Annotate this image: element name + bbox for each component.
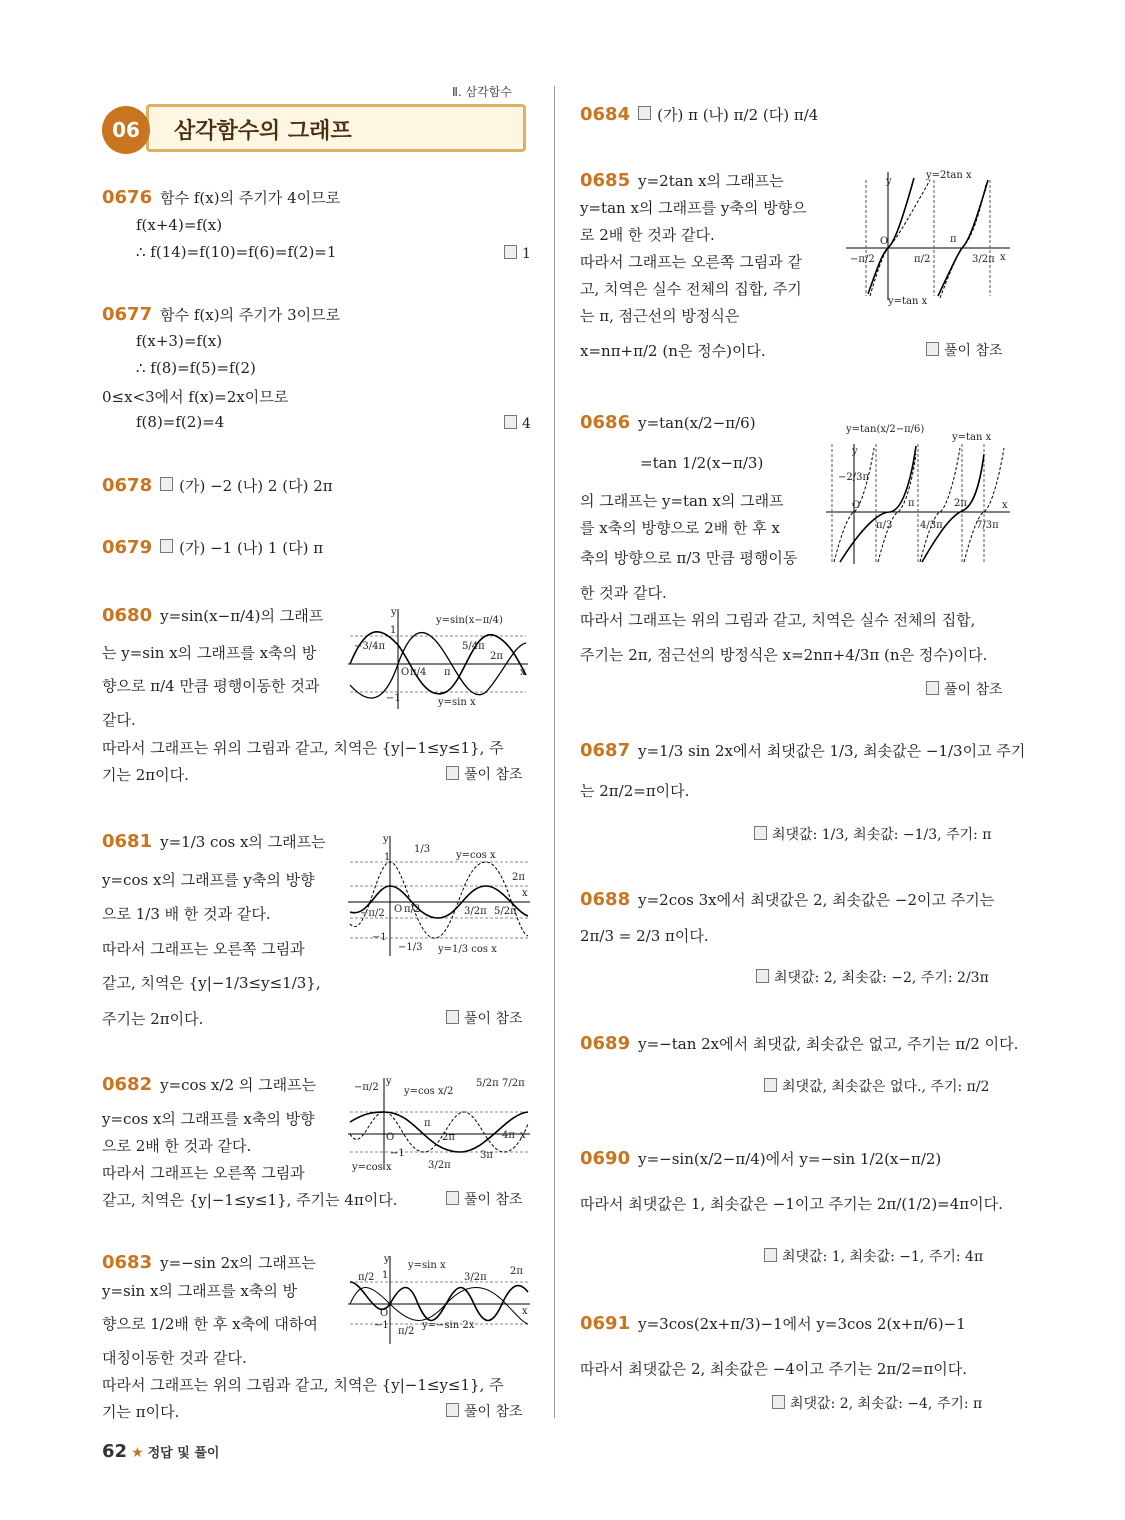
text: 따라서 최댓값은 2, 최솟값은 −4이고 주기는 2π/2=π이다. [580, 1360, 968, 1378]
text: x=nπ+π/2 (n은 정수)이다. [580, 342, 766, 360]
text: 함수 f(x)의 주기가 3이므로 [160, 306, 341, 324]
answer-icon [504, 245, 517, 259]
problem-number: 0683 [102, 1252, 153, 1273]
tick-label: 5/4π [462, 641, 485, 652]
text: y=tan x의 그래프를 y축의 방향으 [580, 199, 807, 217]
problem-number: 0688 [580, 889, 631, 910]
tick-label: x [520, 667, 526, 678]
problem-0679 [102, 537, 323, 558]
curve-label: y=sin x [438, 697, 476, 708]
text: y=tan(x/2−π/6) [638, 414, 756, 432]
curve-label: y=cos x [456, 850, 496, 861]
section-header: Ⅱ. 삼각함수 [452, 85, 512, 99]
chapter-title: 삼각함수의 그래프 [174, 119, 352, 144]
tick-label: −1 [390, 1148, 405, 1159]
tick-label: 3/2π [428, 1160, 451, 1171]
tick-label: −π/2 [850, 254, 875, 265]
problem-number: 0682 [102, 1074, 153, 1095]
tick-label: 2π [510, 1266, 523, 1277]
tick-label: π [950, 234, 957, 245]
chapter-banner [102, 104, 530, 156]
text: 으로 2배 한 것과 같다. [102, 1137, 252, 1155]
text: y=cos x/2 의 그래프는 [160, 1076, 317, 1094]
text: y=cos x의 그래프를 x축의 방향 [102, 1110, 315, 1128]
curve-label: y=sin(x−π/4) [436, 615, 503, 626]
answer: 풀이 참조 [446, 764, 523, 784]
curve-label: y=cos x/2 [404, 1086, 454, 1097]
text: y=cos x의 그래프를 y축의 방향 [102, 871, 315, 889]
curve-label: y=cos x [352, 1162, 392, 1173]
problem-0684 [580, 104, 818, 125]
text: y=−sin(x/2−π/4)에서 y=−sin 1/2(x−π/2) [638, 1150, 942, 1168]
text: 주기는 2π, 점근선의 방정식은 x=2nπ+4/3π (n은 정수)이다. [580, 646, 988, 664]
tick-label: x [522, 1306, 528, 1317]
tick-label: y [391, 607, 397, 618]
text: y=1/3 sin 2x에서 최댓값은 1/3, 최솟값은 −1/3이고 주기 [638, 742, 1026, 760]
text: 는 2π/2=π이다. [580, 782, 690, 800]
text: 는 π, 점근선의 방정식은 [580, 307, 740, 325]
tick-label: 5/2π [476, 1078, 499, 1089]
curve-label: y=1/3 cos x [438, 944, 497, 955]
tick-label: 1 [390, 625, 397, 636]
curve-label: y=tan x [888, 296, 928, 306]
tick-label: π/2 [914, 254, 931, 265]
tick-label: x [520, 1130, 526, 1141]
answer-icon [638, 106, 651, 120]
tick-label: −1 [386, 693, 401, 704]
tick-label: x [1002, 500, 1008, 511]
answer-icon [764, 1248, 777, 1262]
tick-label: π/3 [876, 520, 893, 531]
tick-label: 1 [384, 852, 391, 863]
answer: 최댓값, 최솟값은 없다., 주기: π/2 [764, 1076, 989, 1096]
text: 같고, 치역은 {y|−1≤y≤1}, 주기는 4π이다. [102, 1191, 398, 1209]
tick-label: 3π [480, 1150, 493, 1161]
graph-0682 [346, 1074, 532, 1174]
problem-number: 0681 [102, 831, 153, 852]
text: 로 2배 한 것과 같다. [580, 226, 715, 244]
problem-number: 0691 [580, 1313, 631, 1334]
text: 향으로 π/4 만큼 평행이동한 것과 [102, 677, 320, 695]
tick-label: π [908, 498, 915, 509]
problem-number: 0689 [580, 1033, 631, 1054]
graph-0686 [824, 414, 1014, 568]
problem-number: 0679 [102, 537, 153, 558]
text: 고, 치역은 실수 전체의 집합, 주기 [580, 280, 802, 298]
text: y=3cos(2x+π/3)−1에서 y=3cos 2(x+π/6)−1 [638, 1315, 966, 1333]
text: f(x+3)=f(x) [136, 332, 223, 350]
problem-number: 0686 [580, 412, 631, 433]
tick-label: −3/4π [354, 641, 386, 652]
curve-label: y=tan x [952, 432, 992, 443]
graph-0685 [844, 166, 1014, 306]
text: 기는 2π이다. [102, 766, 189, 784]
tick-label: 4/3π [920, 520, 943, 531]
problem-number: 0677 [102, 304, 153, 325]
text: 축의 방향으로 π/3 만큼 평행이동 [580, 549, 798, 567]
answer: 1 [504, 245, 531, 262]
text: (가) π (나) π/2 (다) π/4 [657, 106, 819, 124]
tick-label: −1/3 [398, 942, 423, 953]
text: y=sin x의 그래프를 x축의 방 [102, 1282, 298, 1300]
tick-label: 2π [954, 498, 967, 509]
text: y=2tan x의 그래프는 [638, 172, 784, 190]
curve-label: y=tan(x/2−π/6) [846, 424, 925, 435]
text: 의 그래프는 y=tan x의 그래프 [580, 492, 784, 510]
text: y=1/3 cos x의 그래프는 [160, 833, 326, 851]
answer: 최댓값: 2, 최솟값: −2, 주기: 2/3π [756, 967, 989, 987]
text: f(8)=f(2)=4 [136, 413, 225, 431]
answer-icon [764, 1078, 777, 1092]
problem-number: 0687 [580, 740, 631, 761]
text: f(x+4)=f(x) [136, 216, 223, 234]
page-number: 62 [102, 1441, 128, 1462]
tick-label: π/4 [410, 667, 427, 678]
tick-label: 7/3π [976, 520, 999, 531]
tick-label: −π/2 [360, 908, 385, 919]
text: 따라서 최댓값은 1, 최솟값은 −1이고 주기는 2π/(1/2)=4π이다. [580, 1195, 1003, 1213]
page-footer [102, 1441, 219, 1462]
tick-label: π/2 [358, 1272, 375, 1283]
problem-number: 0680 [102, 605, 153, 626]
answer-icon [446, 1403, 459, 1417]
tick-label: 2π [490, 651, 503, 662]
tick-label: π [444, 667, 451, 678]
tick-label: O [401, 667, 410, 678]
tick-label: −1 [372, 932, 387, 943]
text: 따라서 그래프는 오른쪽 그림과 [102, 940, 305, 958]
problem-number: 0676 [102, 187, 153, 208]
text: y=sin(x−π/4)의 그래프 [160, 607, 324, 625]
curve-tan [870, 180, 930, 296]
text: 따라서 그래프는 위의 그림과 같고, 치역은 실수 전체의 집합, [580, 611, 976, 629]
tick-label: 3/2π [464, 906, 487, 917]
text: 기는 π이다. [102, 1403, 180, 1421]
graph-0680 [346, 605, 532, 711]
tick-label: π/2 [404, 904, 421, 915]
answer: 최댓값: 1, 최솟값: −1, 주기: 4π [764, 1246, 983, 1266]
text: 2π/3 = 2/3 π이다. [580, 927, 709, 945]
tick-label: 1/3 [414, 844, 431, 855]
tick-label: y [852, 446, 858, 457]
curve-label: y=−sin 2x [422, 1320, 475, 1331]
curve-cos [350, 862, 528, 938]
answer-icon [160, 477, 173, 491]
answer-icon [926, 681, 939, 695]
answer-icon [446, 1010, 459, 1024]
text: 따라서 그래프는 오른쪽 그림과 [102, 1164, 305, 1182]
graph-0681 [346, 832, 532, 960]
problem-number: 0690 [580, 1148, 631, 1169]
text: 함수 f(x)의 주기가 4이므로 [160, 189, 341, 207]
tick-label: O [380, 1308, 389, 1319]
chapter-number: 06 [102, 106, 150, 154]
text: ∴ f(14)=f(10)=f(6)=f(2)=1 [136, 243, 337, 261]
text: 를 x축의 방향으로 2배 한 후 x [580, 519, 780, 537]
tick-label: y [383, 834, 389, 845]
answer: 풀이 참조 [926, 679, 1003, 699]
answer-icon [446, 1191, 459, 1205]
tick-label: O [386, 1132, 395, 1143]
tick-label: O [852, 500, 861, 511]
answer: 풀이 참조 [446, 1008, 523, 1028]
column-divider [554, 86, 555, 1418]
text: 같고, 치역은 {y|−1/3≤y≤1/3}, [102, 974, 321, 992]
curve-label: y=sin x [408, 1260, 446, 1271]
text: 대칭이동한 것과 같다. [102, 1349, 247, 1367]
tick-label: 2π [512, 872, 525, 883]
tick-label: y [886, 176, 892, 187]
answer: 풀이 참조 [446, 1401, 523, 1421]
footer-label: 정답 및 풀이 [147, 1446, 220, 1461]
curve-2tan [868, 178, 914, 294]
tick-label: 5/2π [494, 906, 517, 917]
answer-icon [160, 539, 173, 553]
text: 따라서 그래프는 위의 그림과 같고, 치역은 {y|−1≤y≤1}, 주 [102, 739, 504, 757]
tick-label: 3/2π [972, 254, 995, 265]
tick-label: y [384, 1254, 390, 1265]
answer: 풀이 참조 [446, 1189, 523, 1209]
tick-label: O [880, 236, 889, 247]
tick-label: x [1000, 252, 1006, 263]
tick-label: −π/2 [354, 1082, 379, 1093]
graph-0683 [346, 1252, 532, 1346]
text: 향으로 1/2배 한 후 x축에 대하여 [102, 1315, 318, 1333]
answer-icon [926, 342, 939, 356]
text: 같다. [102, 711, 136, 729]
text: y=−sin 2x의 그래프는 [160, 1254, 316, 1272]
answer: 최댓값: 2, 최솟값: −4, 주기: π [772, 1393, 982, 1413]
text: =tan 1/2(x−π/3) [640, 454, 764, 472]
answer: 4 [504, 415, 531, 432]
tick-label: O [394, 904, 403, 915]
tick-label: 3/2π [464, 1272, 487, 1283]
tick-label: −1 [374, 1320, 389, 1331]
text: 는 y=sin x의 그래프를 x축의 방 [102, 644, 317, 662]
tick-label: 1 [382, 1270, 389, 1281]
problem-number: 0684 [580, 104, 631, 125]
text: 따라서 그래프는 오른쪽 그림과 같 [580, 253, 802, 271]
text: 0≤x<3에서 f(x)=2x이므로 [102, 388, 289, 406]
text: 한 것과 같다. [580, 584, 667, 602]
tick-label: y [386, 1076, 392, 1087]
curve-label: y=2tan x [926, 170, 972, 181]
text: y=2cos 3x에서 최댓값은 2, 최솟값은 −2이고 주기는 [638, 891, 995, 909]
problem-number: 0685 [580, 170, 631, 191]
text: (가) −2 (나) 2 (다) 2π [179, 477, 333, 495]
tick-label: π [424, 1118, 431, 1129]
tick-label: −2/3π [838, 472, 870, 483]
problem-number: 0678 [102, 475, 153, 496]
answer-icon [772, 1395, 785, 1409]
tick-label: 7/2π [502, 1078, 525, 1089]
star-icon: ★ [131, 1445, 144, 1461]
answer-icon [446, 766, 459, 780]
text: 따라서 그래프는 위의 그림과 같고, 치역은 {y|−1≤y≤1}, 주 [102, 1376, 504, 1394]
answer: 최댓값: 1/3, 최솟값: −1/3, 주기: π [754, 824, 992, 844]
answer-icon [504, 415, 517, 429]
tick-label: π/2 [398, 1326, 415, 1337]
text: ∴ f(8)=f(5)=f(2) [136, 359, 256, 377]
text: 주기는 2π이다. [102, 1010, 204, 1028]
answer: 풀이 참조 [926, 340, 1003, 360]
text: y=−tan 2x에서 최댓값, 최솟값은 없고, 주기는 π/2 이다. [638, 1035, 1019, 1053]
problem-0678 [102, 475, 333, 496]
answer-icon [754, 826, 767, 840]
tick-label: 2π [442, 1132, 455, 1143]
tick-label: 4π [502, 1130, 515, 1141]
text: (가) −1 (나) 1 (다) π [179, 539, 324, 557]
text: 으로 1/3 배 한 것과 같다. [102, 905, 271, 923]
answer-icon [756, 969, 769, 983]
curve-neg-sin-2x [350, 1282, 528, 1321]
tick-label: x [522, 888, 528, 899]
